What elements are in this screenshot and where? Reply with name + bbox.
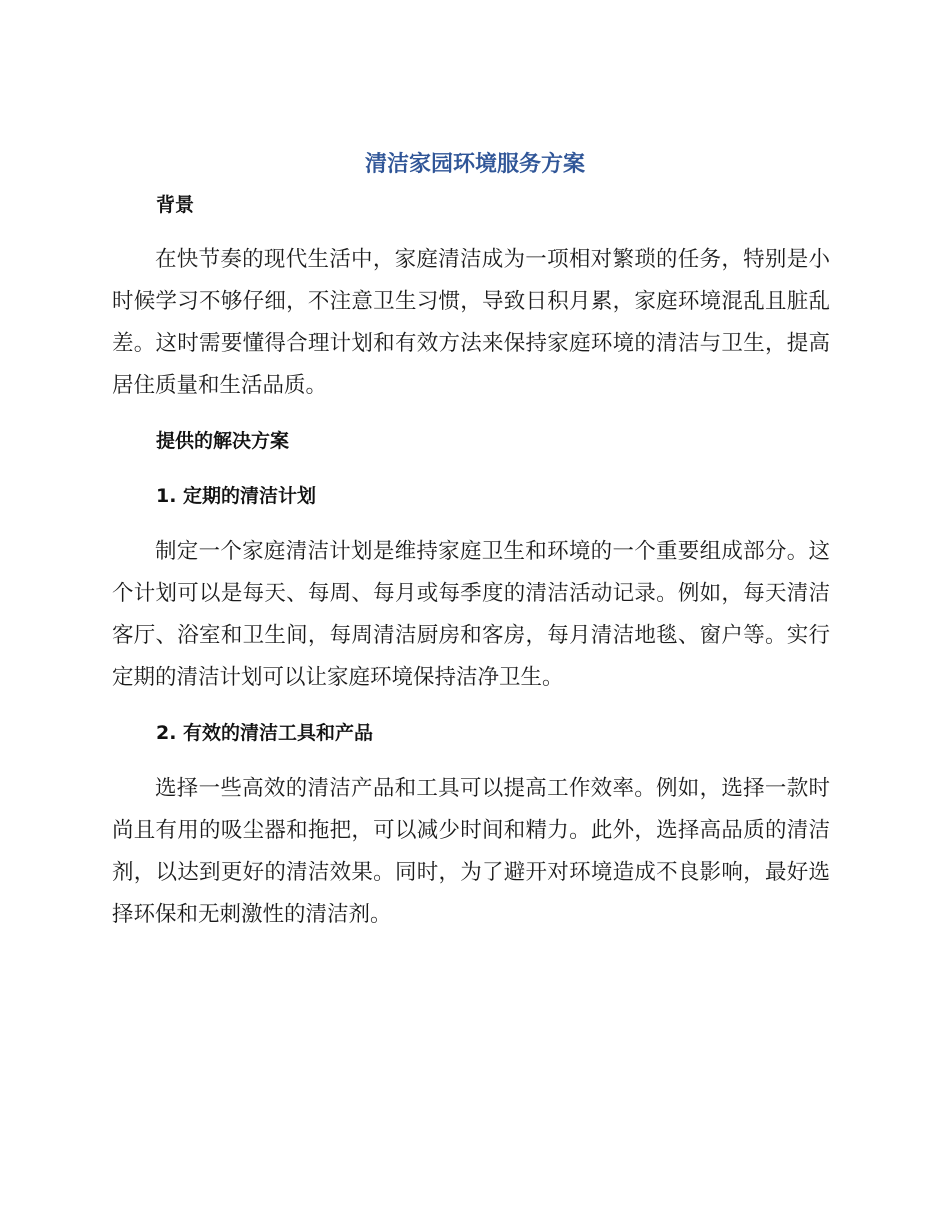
paragraph-background: 在快节奏的现代生活中，家庭清洁成为一项相对繁琐的任务，特别是小时候学习不够仔细，不注意卫生习惯，导致日积月累，家庭环境混乱且脏乱差。这时需要懂得合理计划和有效方法来保持家庭环境的清洁与卫生，提高居住质量和生活品质。 xyxy=(112,247,830,398)
paragraph-tools-products: 选择一些高效的清洁产品和工具可以提高工作效率。例如，选择一款时尚且有用的吸尘器和拖把，可以减少时间和精力。此外，选择高品质的清洁剂，以达到更好的清洁效果。同时，为了避开对环境造成不良影响，最好选择环保和无刺激性的清洁剂。 xyxy=(112,776,830,927)
section-heading-solutions: 提供的解决方案 xyxy=(156,430,290,452)
paragraph-cleaning-plan: 制定一个家庭清洁计划是维持家庭卫生和环境的一个重要组成部分。这个计划可以是每天、每周、每月或每季度的清洁活动记录。例如，每天清洁客厅、浴室和卫生间，每周清洁厨房和客房，每月清洁地毯、窗户等。实行定期的清洁计划可以让家庭环境保持洁净卫生。 xyxy=(112,539,830,690)
document-title: 清洁家园环境服务方案 xyxy=(364,152,585,177)
section-heading-cleaning-plan: 1. 定期的清洁计划 xyxy=(156,485,317,507)
section-heading-tools-products: 2. 有效的清洁工具和产品 xyxy=(156,722,374,744)
section-heading-background: 背景 xyxy=(156,194,195,216)
